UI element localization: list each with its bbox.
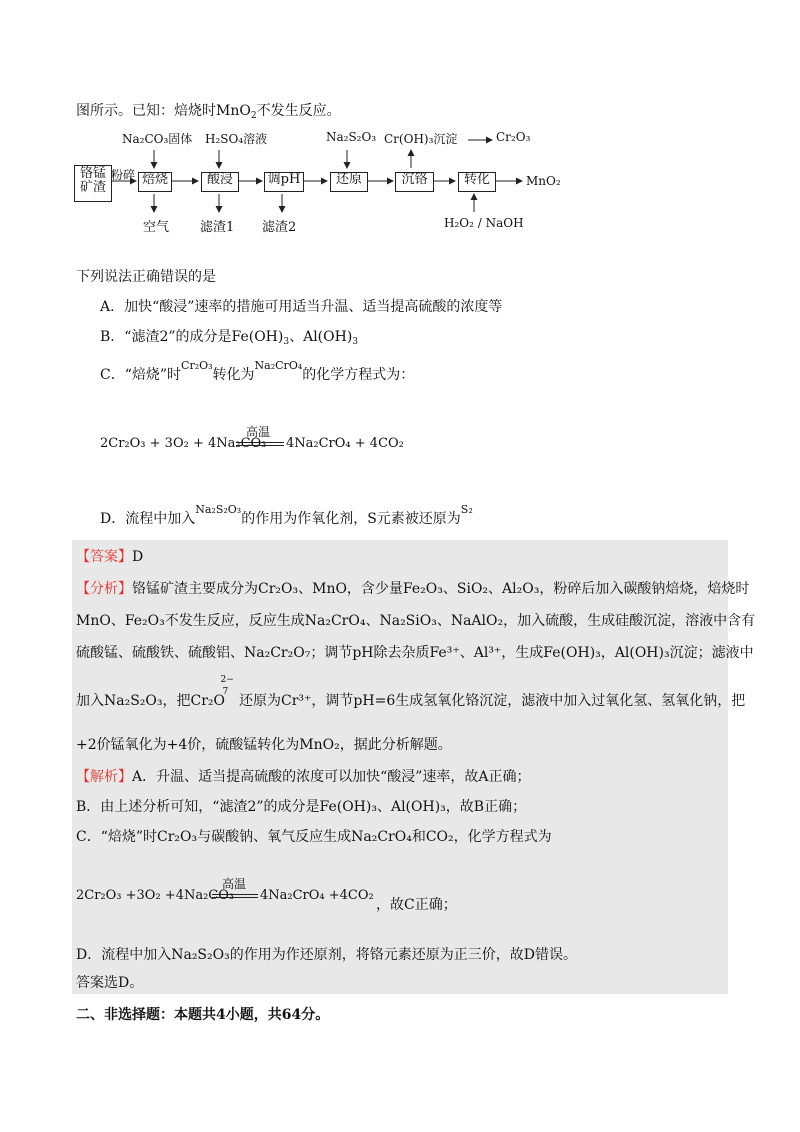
label-cr2o3: Cr₂O₃ — [496, 130, 531, 144]
analysis-line-1 — [76, 578, 749, 598]
question-stem: 下列说法正确错误的是 — [76, 269, 216, 285]
solution-line-d: D．流程中加入Na₂S₂O₃的作用为作还原剂，将铬元素还原为正三价，故D错误。 — [76, 947, 577, 963]
analysis-line-3: 硫酸锰、硫酸铁、硫酸铝、Na₂Cr₂O₇；调节pH除去杂质Fe³⁺、Al³⁺，生成Fe(OH)₃，Al(OH)₃沉淀；滤液中 — [76, 645, 754, 661]
intro-text-a: 图所示。已知：焙烧时MnO — [76, 103, 251, 119]
option-a: A．加快“酸浸”速率的措施可用适当升温、适当提高硫酸的浓度等 — [100, 299, 503, 315]
label-na2s2o3: Na₂S₂O₃ — [326, 130, 377, 144]
label-air: 空气 — [143, 220, 170, 235]
label-h2so4: H₂SO₄溶液 — [205, 132, 268, 146]
eq2-right: 4Na₂CrO₄ +4CO₂ — [260, 888, 374, 903]
step-convert: 转化 — [458, 172, 496, 192]
eq1-double-bar — [236, 442, 284, 446]
option-d — [100, 503, 473, 528]
analysis-label: 【分析】 — [76, 581, 132, 597]
analysis-line-2: MnO、Fe₂O₃不发生反应，反应生成Na₂CrO₄、Na₂SiO₃、NaAlO₂，加入硫酸，生成硅酸沉淀，溶液中含有 — [76, 613, 756, 629]
eq1-left: 2Cr₂O₃ + 3O₂ + 4Na₂CO₃ — [100, 436, 267, 451]
analysis-text-1: 铬锰矿渣主要成分为Cr₂O₃、MnO，含少量Fe₂O₃、SiO₂、Al₂O₃，粉碎后加入碳酸钠焙烧，焙烧时 — [132, 581, 750, 597]
label-mno2: MnO₂ — [526, 174, 561, 188]
option-c-chem1: Cr₂O₃ — [181, 359, 213, 372]
step-acid-leach: 酸浸 — [201, 172, 239, 192]
solution-line-c: C．“焙烧”时Cr₂O₃与碳酸钠、氧气反应生成Na₂CrO₄和CO₂，化学方程式为 — [76, 829, 552, 845]
label-croh3: Cr(OH)₃沉淀 — [384, 132, 458, 146]
option-d-mid: 的作用为作氧化剂，S元素被还原为 — [241, 511, 461, 527]
step-reduce: 还原 — [330, 172, 368, 192]
option-b — [100, 326, 358, 346]
eq1-right: 4Na₂CrO₄ + 4CO₂ — [286, 436, 404, 451]
option-c-post: 的化学方程式为： — [302, 367, 415, 383]
analysis-4-post: 还原为Cr³⁺，调节pH=6生成氢氧化铬沉淀，滤液中加入过氧化氢、氢氧化钠，把 — [239, 693, 746, 709]
solution-label: 【解析】 — [76, 769, 132, 785]
option-c — [100, 359, 415, 384]
eq2-left: 2Cr₂O₃ +3O₂ +4Na₂CO₃ — [76, 888, 235, 903]
ore-box: 铬锰 矿渣 — [74, 165, 112, 202]
option-c-pre: C．“焙烧”时 — [100, 367, 182, 383]
solution-line-b: B．由上述分析可知，“滤渣2”的成分是Fe(OH)₃、Al(OH)₃，故B正确； — [76, 799, 527, 815]
option-b-pre: B．“滤渣2”的成分是Fe(OH) — [100, 329, 284, 345]
option-c-chem2: Na₂CrO₄ — [254, 359, 303, 372]
option-b-sub2: 3 — [352, 337, 359, 347]
answer-line — [76, 546, 143, 566]
label-residue2: 滤渣2 — [262, 220, 297, 235]
intro-sub: 2 — [250, 111, 257, 121]
answer-label: 【答案】 — [76, 549, 132, 565]
eq1-condition: 高温 — [246, 425, 271, 439]
solution-line-a — [76, 766, 531, 786]
solution-conclusion: 答案选D。 — [76, 975, 144, 991]
step-adjust-ph: 调pH — [264, 172, 304, 192]
step-precipitate-cr: 沉铬 — [395, 172, 434, 192]
dichromate-formula: Cr₂O — [190, 693, 226, 709]
intro-text-b: 不发生反应。 — [256, 103, 341, 119]
section-title: 二、非选择题：本题共4小题，共64分。 — [76, 1007, 330, 1023]
dichromate-ion — [190, 675, 234, 709]
eq2-tail: ，故C正确； — [376, 897, 457, 913]
analysis-4-pre: 加入Na₂S₂O₃，把 — [76, 693, 191, 709]
option-b-sub1: 3 — [283, 337, 290, 347]
eq2-double-bar — [212, 894, 258, 898]
eq2-condition: 高温 — [222, 877, 247, 891]
analysis-line-4 — [76, 675, 746, 710]
label-na2co3: Na₂CO₃固体 — [122, 132, 193, 146]
answer-value: D — [132, 549, 144, 565]
dichromate-charge: 2− — [220, 675, 234, 685]
analysis-line-5: +2价锰氧化为+4价，硫酸锰转化为MnO₂，据此分析解题。 — [76, 737, 452, 753]
step-roast: 焙烧 — [138, 172, 172, 192]
solution-a: A．升温、适当提高硫酸的浓度可以加快“酸浸”速率，故A正确； — [132, 769, 531, 785]
flowchart-arrows — [0, 0, 800, 240]
option-d-chem2: S₂ — [460, 503, 473, 516]
grind-label: 粉碎 — [111, 168, 136, 182]
option-c-mid: 转化为 — [212, 367, 255, 383]
option-d-pre: D．流程中加入 — [100, 511, 196, 527]
dichromate-sub: 7 — [222, 687, 229, 697]
option-d-chem: Na₂S₂O₃ — [195, 503, 242, 516]
label-residue1: 滤渣1 — [200, 220, 235, 235]
label-h2o2-naoh: H₂O₂ / NaOH — [444, 216, 524, 230]
option-b-mid: 、Al(OH) — [289, 329, 353, 345]
